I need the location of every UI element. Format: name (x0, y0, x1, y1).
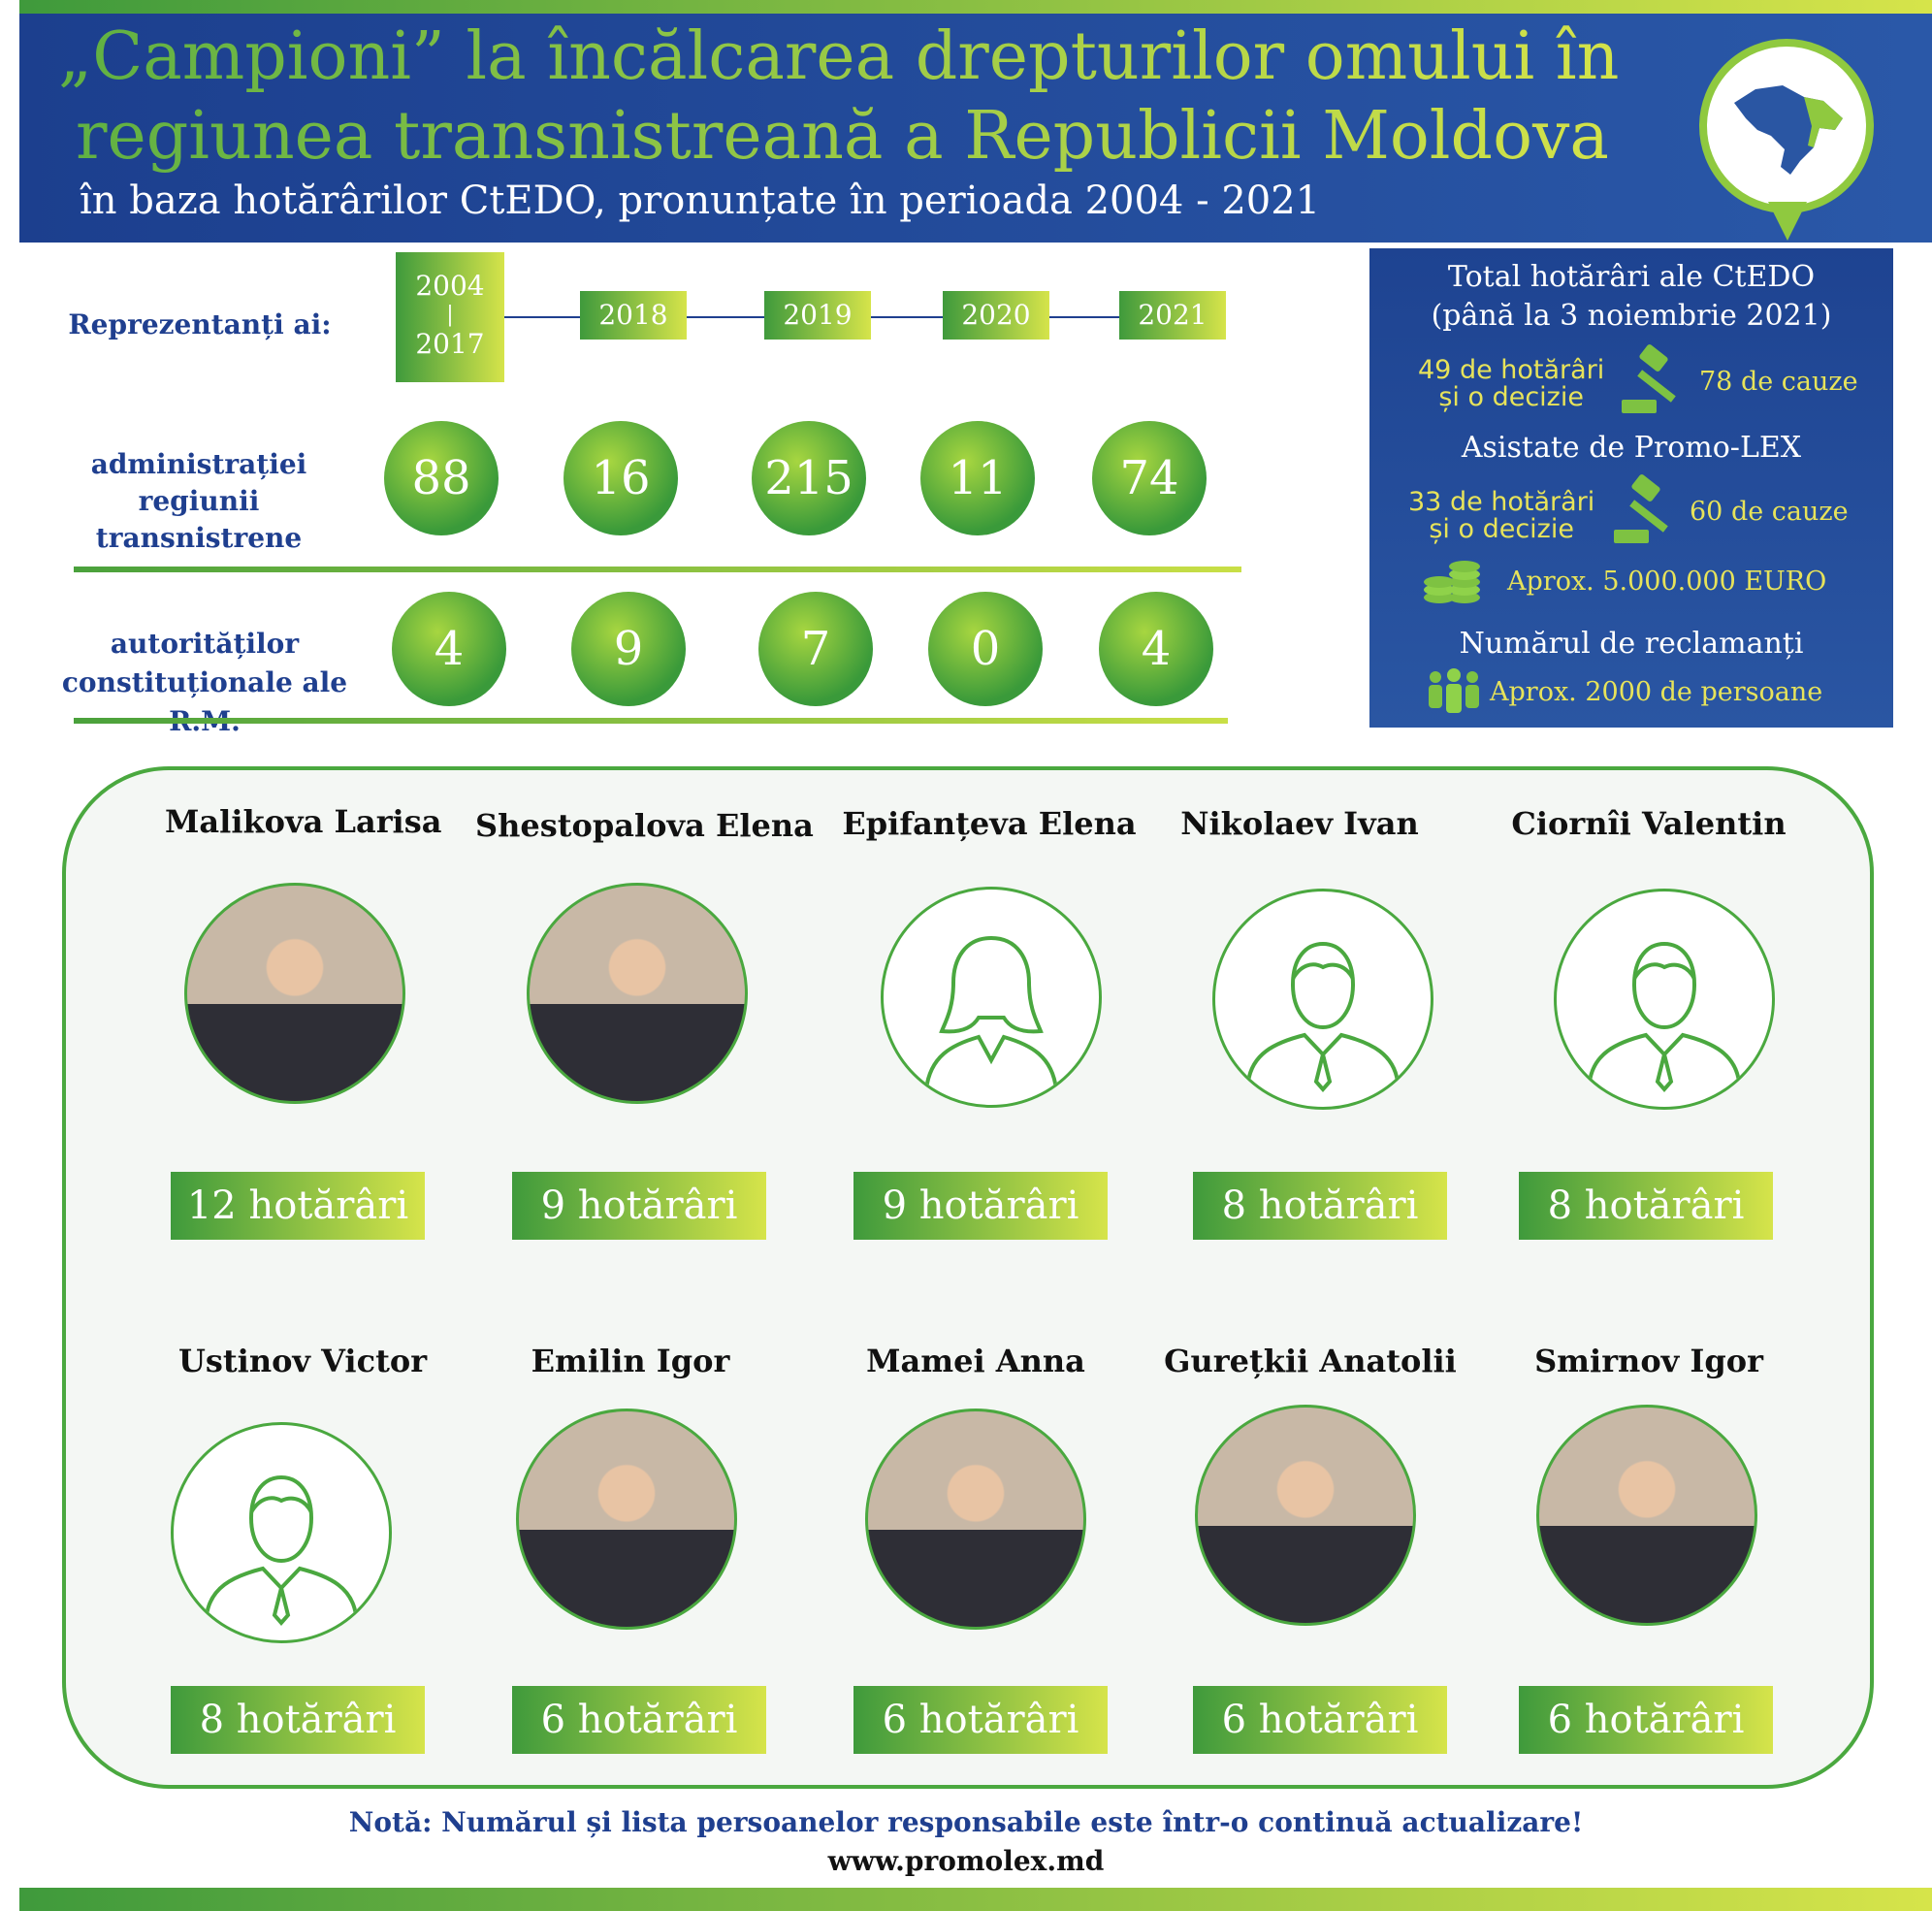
judgment-count-badge: 9 hotărâri (512, 1172, 766, 1240)
row2-label-line2: constituționale ale (61, 666, 348, 698)
value-circle: 11 (920, 421, 1035, 535)
row1-label-line2: transnistrene (95, 522, 303, 554)
judgment-count-badge: 6 hotărâri (512, 1686, 766, 1754)
claimants-count: Aprox. 2000 de persoane (1490, 677, 1823, 707)
row-divider (74, 718, 1228, 724)
value-circle: 215 (752, 421, 866, 535)
people-group-icon (1424, 667, 1484, 716)
page-title (58, 17, 1649, 177)
assisted-cases: 60 de cauze (1690, 497, 1849, 527)
map-pin-icon (1699, 39, 1874, 213)
value-circle: 0 (928, 592, 1043, 706)
judgment-count-badge: 8 hotărâri (1519, 1172, 1773, 1240)
male-user-icon (171, 1422, 392, 1643)
person-photo (527, 883, 748, 1104)
assisted-judgments (1408, 489, 1594, 543)
year-box-2018: 2018 (580, 291, 687, 340)
value-circle: 74 (1092, 421, 1207, 535)
value-circle: 4 (392, 592, 506, 706)
total-title-line2: (până la 3 noiembrie 2021) (1431, 299, 1832, 333)
judgment-count-badge: 12 hotărâri (171, 1172, 425, 1240)
row2-label-line1: autorităților (110, 628, 300, 660)
timeline-connector (871, 316, 943, 318)
person-name: Emilin Igor (531, 1343, 730, 1379)
judgment-count-badge: 9 hotărâri (853, 1172, 1108, 1240)
representatives-label: Reprezentanți ai: (68, 308, 332, 340)
claimants-title: Numărul de reclamanți (1459, 627, 1804, 661)
coins-icon (1422, 553, 1486, 607)
judgment-count-badge: 6 hotărâri (853, 1686, 1108, 1754)
male-user-icon (1554, 889, 1775, 1110)
year-end: 2017 (415, 328, 485, 360)
assisted-judgments-line1: 33 de hotărâri (1408, 487, 1595, 517)
year-separator: | (446, 303, 454, 327)
person-name: Smirnov Igor (1534, 1343, 1763, 1379)
total-title-line1: Total hotărâri ale CtEDO (1447, 260, 1816, 294)
person-name: Ustinov Victor (177, 1343, 428, 1379)
assisted-judgments-line2: și o decizie (1429, 514, 1574, 544)
map-pin-tail (1768, 202, 1807, 241)
title-line-2: regiunea transnistreană a Republicii Moldova (76, 98, 1609, 175)
footer-note: Notă: Numărul și lista persoanelor responsabile este într-o continuă actualizare! (348, 1806, 1584, 1838)
timeline-connector (1049, 316, 1119, 318)
page-subtitle: în baza hotărârilor CtEDO, pronunțate în perioada 2004 - 2021 (80, 178, 1321, 223)
value-circle: 7 (758, 592, 873, 706)
total-judgments-line1: 49 de hotărâri (1418, 355, 1605, 385)
money-amount: Aprox. 5.000.000 EURO (1507, 567, 1827, 597)
value-circle: 16 (564, 421, 678, 535)
male-user-icon (1212, 889, 1433, 1110)
assisted-title: Asistate de Promo-LEX (1461, 431, 1802, 465)
title-line-1: „Campioni” la încălcarea drepturilor omului în (58, 18, 1620, 95)
timeline-connector (687, 316, 764, 318)
gavel-icon (1618, 343, 1695, 421)
year-box-2019: 2019 (764, 291, 871, 340)
total-cases: 78 de cauze (1699, 367, 1858, 397)
year-box-2020: 2020 (943, 291, 1049, 340)
person-name: Malikova Larisa (165, 803, 442, 840)
female-user-icon (881, 887, 1102, 1108)
person-name: Gurețkii Anatolii (1164, 1343, 1457, 1379)
value-circle: 4 (1099, 592, 1213, 706)
judgment-count-badge: 8 hotărâri (171, 1686, 425, 1754)
row-label-transnistrian-admin (29, 446, 369, 557)
year-start: 2004 (415, 270, 485, 302)
value-circle: 88 (384, 421, 499, 535)
total-judgments (1418, 357, 1604, 411)
row-label-constitutional-authorities (25, 625, 384, 741)
top-accent-bar (19, 0, 1932, 14)
stats-panel (1369, 248, 1893, 728)
person-name: Ciornîi Valentin (1511, 805, 1787, 842)
person-name: Shestopalova Elena (475, 807, 814, 844)
website-link[interactable]: www.promolex.md (827, 1845, 1105, 1877)
row-divider (74, 567, 1241, 572)
judgment-count-badge: 6 hotărâri (1193, 1686, 1447, 1754)
moldova-map-icon (1707, 47, 1866, 206)
value-circle: 9 (571, 592, 686, 706)
gavel-icon (1610, 473, 1688, 551)
person-photo (516, 1409, 737, 1630)
row1-label-line1: administrației regiunii (90, 448, 307, 517)
judgment-count-badge: 6 hotărâri (1519, 1686, 1773, 1754)
person-name: Epifanțeva Elena (842, 805, 1137, 842)
person-photo (1195, 1405, 1416, 1626)
year-box-2021: 2021 (1119, 291, 1226, 340)
person-photo (184, 883, 405, 1104)
person-photo (865, 1409, 1086, 1630)
person-name: Mamei Anna (866, 1343, 1085, 1379)
judgment-count-badge: 8 hotărâri (1193, 1172, 1447, 1240)
timeline-connector (504, 316, 582, 318)
year-box-2004-2017 (396, 252, 504, 382)
person-photo (1536, 1405, 1757, 1626)
total-judgments-line2: și o decizie (1438, 382, 1584, 412)
bottom-accent-bar (19, 1888, 1932, 1911)
person-name: Nikolaev Ivan (1180, 805, 1419, 842)
